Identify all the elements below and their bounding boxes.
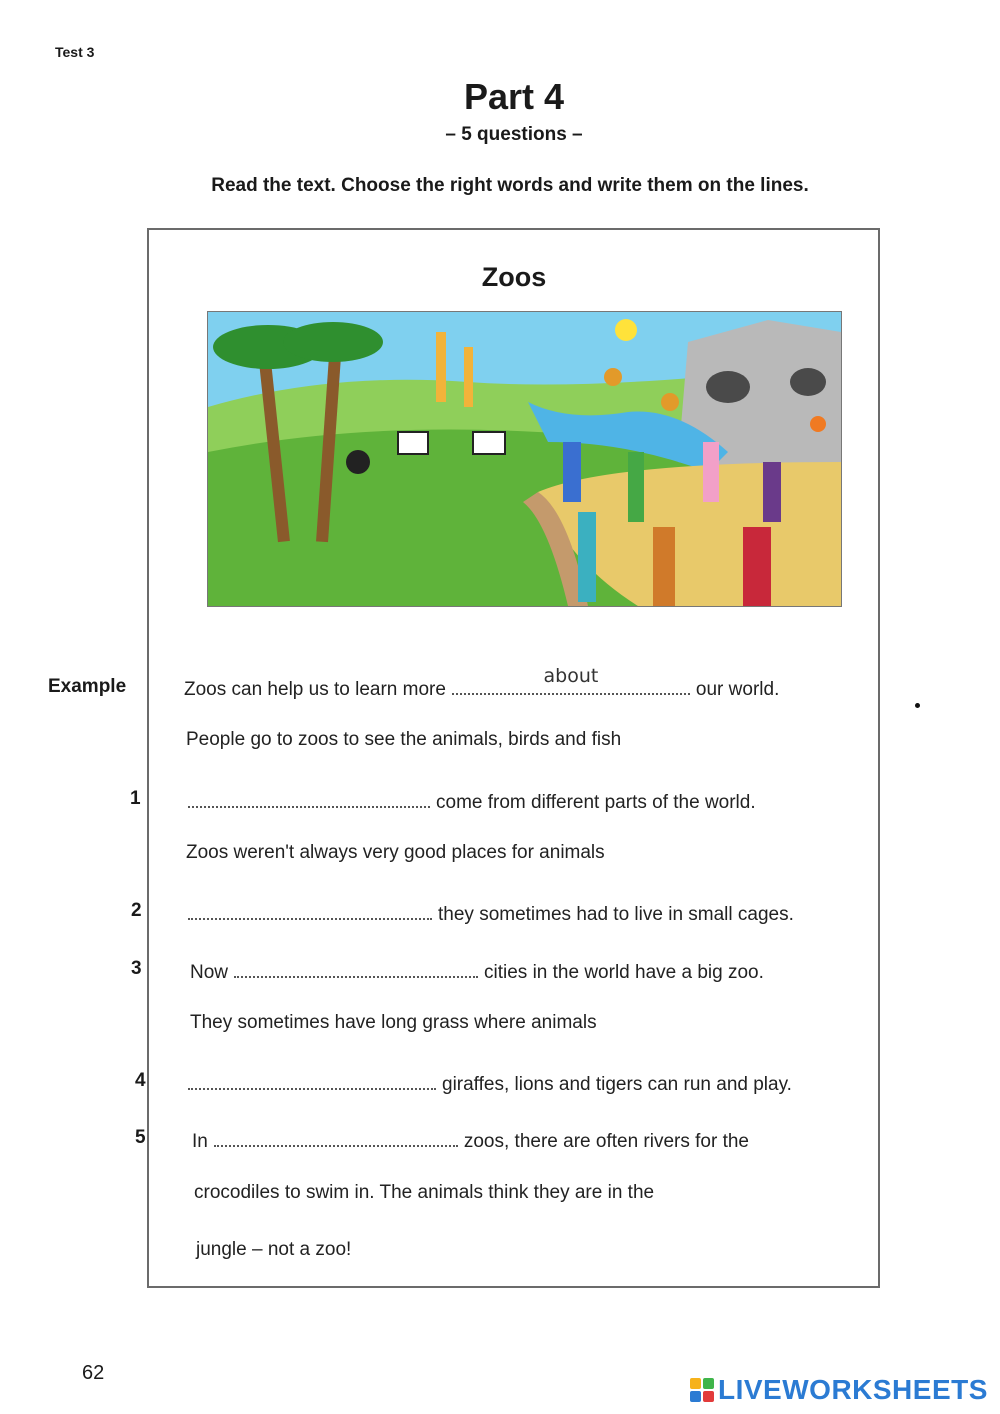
question-line: they sometimes had to live in small cages. <box>182 899 794 926</box>
question-number: 2 <box>131 900 142 921</box>
child <box>653 527 675 606</box>
story-line: People go to zoos to see the animals, birds and fish <box>186 729 622 750</box>
lion <box>661 393 679 411</box>
example-label: Example <box>48 676 127 697</box>
part-subtitle: – 5 questions – <box>445 124 583 145</box>
story-line: They sometimes have long grass where animals <box>190 1012 597 1033</box>
child <box>578 512 596 602</box>
example-line: Zoos can help us to learn more about our world. <box>184 665 780 700</box>
question-line: come from different parts of the world. <box>182 787 756 814</box>
liveworksheets-logo[interactable] <box>690 1374 988 1406</box>
zoo-illustration <box>207 311 842 607</box>
example-blank <box>452 665 690 695</box>
story-line: crocodiles to swim in. The animals think they are in the <box>194 1182 655 1203</box>
story-line: jungle – not a zoo! <box>196 1239 352 1260</box>
tiger <box>810 416 826 432</box>
answer-blank-5[interactable] <box>214 1126 458 1147</box>
giraffe <box>464 347 473 407</box>
part-title: Part 4 <box>463 76 565 117</box>
answer-blank-3[interactable] <box>234 957 478 978</box>
child <box>563 442 581 502</box>
story-title: Zoos <box>481 262 547 292</box>
answer-blank-2[interactable] <box>188 899 432 920</box>
child <box>703 442 719 502</box>
question-number: 4 <box>135 1070 146 1091</box>
answer-blank-1[interactable] <box>188 787 430 808</box>
question-number: 5 <box>135 1127 146 1148</box>
sun-icon <box>615 319 637 341</box>
story-line: Zoos weren't always very good places for animals <box>186 842 605 863</box>
child <box>628 452 644 522</box>
giraffe <box>436 332 446 402</box>
test-label: Test 3 <box>55 44 95 60</box>
question-line: Now cities in the world have a big zoo. <box>190 957 764 984</box>
stray-dot <box>915 703 920 708</box>
lion <box>604 368 622 386</box>
answer-blank-4[interactable] <box>188 1069 436 1090</box>
question-line: giraffes, lions and tigers can run and play. <box>182 1069 792 1096</box>
question-number: 1 <box>130 788 141 809</box>
child <box>763 462 781 522</box>
question-line: In zoos, there are often rivers for the <box>192 1126 749 1153</box>
child <box>743 527 771 606</box>
zebra <box>398 432 428 454</box>
example-answer: about <box>543 665 599 687</box>
page-number: 62 <box>82 1362 105 1384</box>
brand-text: LIVEWORKSHEETS <box>718 1374 988 1405</box>
tyre-swing <box>346 450 370 474</box>
liveworksheets-icon <box>690 1378 714 1402</box>
instructions: Read the text. Choose the right words and write them on the lines. <box>211 175 809 196</box>
question-number: 3 <box>131 958 142 979</box>
zebra <box>473 432 505 454</box>
